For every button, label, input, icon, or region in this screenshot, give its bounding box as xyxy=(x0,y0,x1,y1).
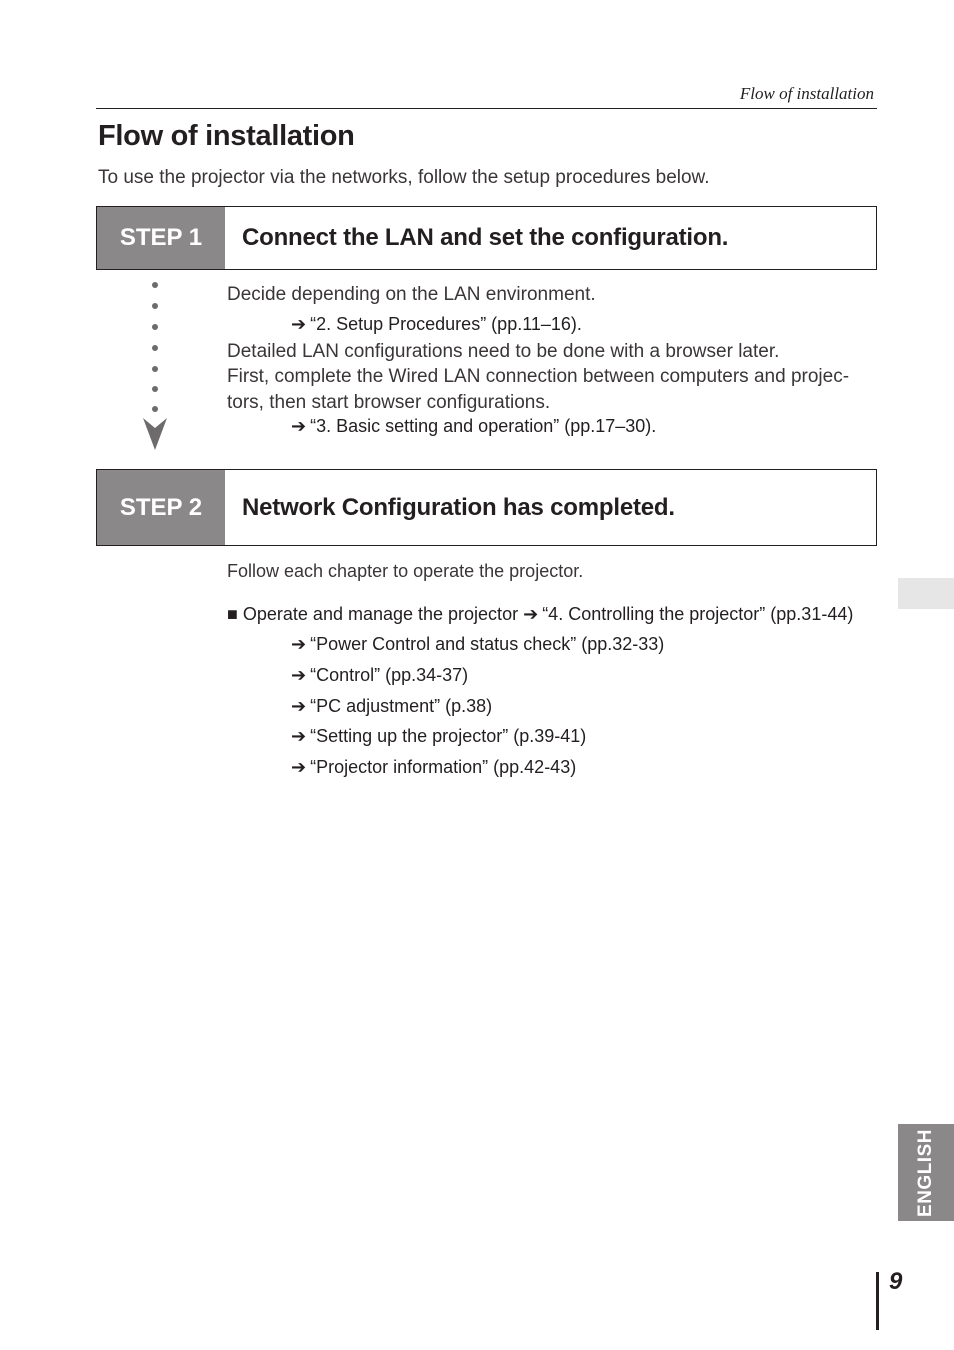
step1-line1: Decide depending on the LAN environment. xyxy=(227,284,596,305)
step2-tag: STEP 2 xyxy=(97,470,225,545)
flow-dot xyxy=(152,324,158,330)
page-number-rule xyxy=(876,1272,879,1330)
step2-bullet-ref: “4. Controlling the projector” (pp.31-44) xyxy=(542,604,854,624)
step2-ref-text: “Power Control and status check” (pp.32-33) xyxy=(310,634,665,654)
arrow-icon: ➔ xyxy=(291,696,307,716)
step2-ref-text: “PC adjustment” (p.38) xyxy=(310,696,493,716)
arrow-icon: ➔ xyxy=(291,665,307,685)
arrow-icon: ➔ xyxy=(291,757,307,777)
flow-dot xyxy=(152,303,158,309)
step2-ref xyxy=(291,726,586,747)
flow-dot xyxy=(152,406,158,412)
step2-box xyxy=(96,469,877,546)
side-tab-marker xyxy=(898,578,954,609)
step2-ref-text: “Projector information” (pp.42-43) xyxy=(310,757,577,777)
step2-ref xyxy=(291,757,576,778)
page-title: Flow of installation xyxy=(98,120,355,152)
step1-ref1-text: “2. Setup Procedures” (pp.11–16). xyxy=(310,314,582,334)
step2-bullet-text: Operate and manage the projector xyxy=(242,604,519,624)
side-tab-english xyxy=(898,1124,954,1221)
step2-ref xyxy=(291,634,664,655)
flow-dot xyxy=(152,345,158,351)
step1-box xyxy=(96,206,877,270)
arrow-icon: ➔ xyxy=(291,416,307,436)
page-number: 9 xyxy=(889,1268,903,1295)
step2-ref-text: “Control” (pp.34-37) xyxy=(310,665,469,685)
arrow-icon: ➔ xyxy=(291,726,307,746)
step1-ref2-text: “3. Basic setting and operation” (pp.17–30). xyxy=(310,416,657,436)
arrow-icon: ➔ xyxy=(291,634,307,654)
step2-bullet-item xyxy=(227,604,853,625)
step2-ref xyxy=(291,696,492,717)
header-rule xyxy=(96,108,877,109)
step1-ref2 xyxy=(291,416,656,437)
flow-dot xyxy=(152,282,158,288)
step1-line2: Detailed LAN configurations need to be done with a browser later. xyxy=(227,341,780,362)
step1-title: Connect the LAN and set the configuration. xyxy=(242,224,729,251)
side-tab-label: ENGLISH xyxy=(915,1128,936,1217)
bullet-square-icon: ■ xyxy=(227,604,238,624)
step1-line3: First, complete the Wired LAN connection between computers and projec- xyxy=(227,366,850,387)
flow-dot xyxy=(152,366,158,372)
step1-line4: tors, then start browser configurations. xyxy=(227,392,551,413)
step2-line1: Follow each chapter to operate the projector. xyxy=(227,561,584,581)
step2-title: Network Configuration has completed. xyxy=(242,493,675,521)
arrow-icon: ➔ xyxy=(523,604,539,624)
step2-ref-text: “Setting up the projector” (p.39-41) xyxy=(310,726,587,746)
step1-ref1 xyxy=(291,314,582,335)
flow-dot xyxy=(152,386,158,392)
intro-text: To use the projector via the networks, follow the setup procedures below. xyxy=(98,167,710,188)
step2-ref xyxy=(291,665,468,686)
step1-tag: STEP 1 xyxy=(97,207,225,269)
running-head: Flow of installation xyxy=(739,84,874,103)
arrow-icon: ➔ xyxy=(291,314,307,334)
flow-arrowhead-icon xyxy=(143,418,167,450)
